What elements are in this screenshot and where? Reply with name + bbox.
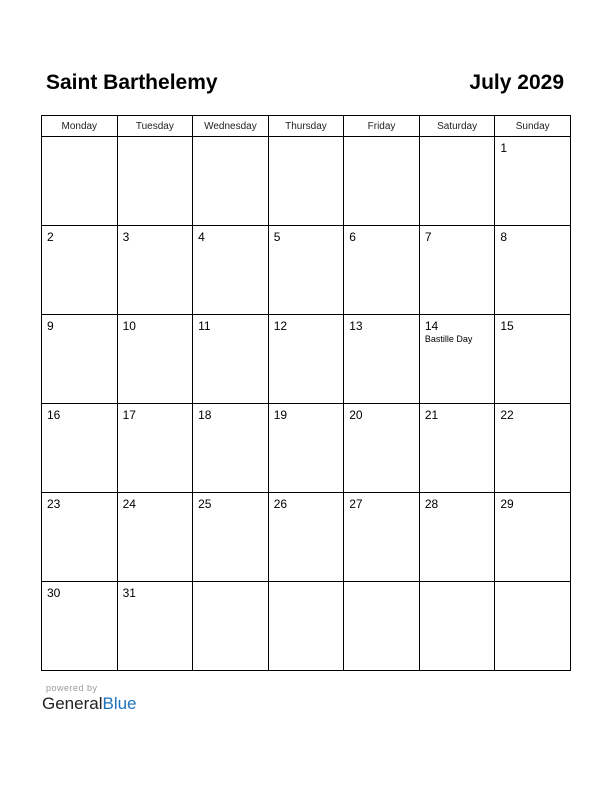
week-row: [42, 582, 571, 671]
weekday-header-row: [42, 116, 571, 137]
powered-by-label: powered by: [46, 683, 98, 693]
day-cell: [268, 226, 344, 315]
day-number: 15: [500, 319, 514, 333]
day-cell: [42, 404, 118, 493]
empty-day-cell: [419, 137, 495, 226]
day-cell: [117, 315, 193, 404]
weekday-header: Monday: [42, 116, 118, 137]
day-number: 29: [500, 497, 514, 511]
empty-day-cell: [117, 137, 193, 226]
day-number: 6: [349, 230, 356, 244]
day-number: 1: [500, 141, 508, 155]
brand-blue-text: Blue: [102, 694, 137, 713]
day-cell: [495, 404, 571, 493]
empty-day-cell: [344, 582, 420, 671]
day-cell: [117, 404, 193, 493]
day-cell: [117, 226, 193, 315]
weekday-header: Sunday: [495, 116, 571, 137]
day-cell: [42, 582, 118, 671]
day-cell: [495, 315, 571, 404]
weekday-header: Wednesday: [193, 116, 269, 137]
day-cell: [419, 493, 495, 582]
day-cell: [117, 582, 193, 671]
day-cell: [193, 493, 269, 582]
day-cell: [193, 315, 269, 404]
empty-day-cell: [344, 137, 420, 226]
day-number: 23: [47, 497, 61, 511]
calendar-month-title: July 2029: [469, 71, 564, 94]
day-number: 11: [198, 319, 211, 333]
day-number: 7: [424, 230, 432, 244]
day-cell: [419, 226, 495, 315]
day-number: 16: [47, 408, 61, 422]
day-cell: [419, 404, 495, 493]
day-cell: [495, 137, 571, 226]
day-number: 4: [198, 230, 205, 244]
day-number: 13: [349, 319, 363, 333]
day-number: 27: [349, 497, 363, 511]
day-number: 21: [424, 408, 439, 422]
day-cell: [42, 226, 118, 315]
day-cell: [193, 404, 269, 493]
weekday-header: Tuesday: [117, 116, 193, 137]
day-number: 24: [122, 497, 136, 511]
day-cell: [193, 226, 269, 315]
empty-day-cell: [42, 137, 118, 226]
day-number: 19: [273, 408, 288, 422]
day-number: 31: [122, 586, 136, 600]
day-cell: [344, 404, 420, 493]
day-cell: [268, 404, 344, 493]
day-number: 9: [47, 319, 54, 333]
generalblue-logo[interactable]: [42, 693, 137, 715]
week-row: [42, 315, 571, 404]
day-number: 14: [424, 319, 439, 333]
week-row: [42, 404, 571, 493]
weekday-header: Saturday: [419, 116, 495, 137]
weekday-header: Friday: [344, 116, 420, 137]
week-row: [42, 493, 571, 582]
day-number: 20: [349, 408, 363, 422]
day-number: 18: [198, 408, 212, 422]
empty-day-cell: [193, 137, 269, 226]
day-number: 28: [424, 497, 439, 511]
day-cell: [344, 315, 420, 404]
day-number: 26: [273, 497, 288, 511]
brand-general-text: General: [42, 694, 103, 713]
day-cell: [344, 493, 420, 582]
day-cell: [268, 315, 344, 404]
empty-day-cell: [419, 582, 495, 671]
day-number: 3: [122, 230, 130, 244]
calendar-country-title: Saint Barthelemy: [46, 71, 218, 94]
day-cell: [495, 493, 571, 582]
day-cell: [344, 226, 420, 315]
week-row: [42, 226, 571, 315]
day-cell: [42, 493, 118, 582]
empty-day-cell: [193, 582, 269, 671]
holiday-label: Bastille Day: [424, 334, 473, 344]
day-cell: [42, 315, 118, 404]
day-number: 17: [122, 408, 136, 422]
month-calendar-grid: [41, 115, 571, 671]
day-number: 22: [500, 408, 514, 422]
weekday-header: Thursday: [268, 116, 344, 137]
day-number: 8: [500, 230, 508, 244]
day-cell: [419, 315, 495, 404]
day-number: 5: [273, 230, 281, 244]
day-number: 25: [198, 497, 212, 511]
day-cell: [268, 493, 344, 582]
day-cell: [495, 226, 571, 315]
day-number: 10: [122, 319, 136, 333]
empty-day-cell: [268, 582, 344, 671]
empty-day-cell: [268, 137, 344, 226]
day-number: 12: [273, 319, 288, 333]
day-number: 30: [47, 586, 61, 600]
week-row: [42, 137, 571, 226]
day-number: 2: [47, 230, 54, 244]
empty-day-cell: [495, 582, 571, 671]
day-cell: [117, 493, 193, 582]
